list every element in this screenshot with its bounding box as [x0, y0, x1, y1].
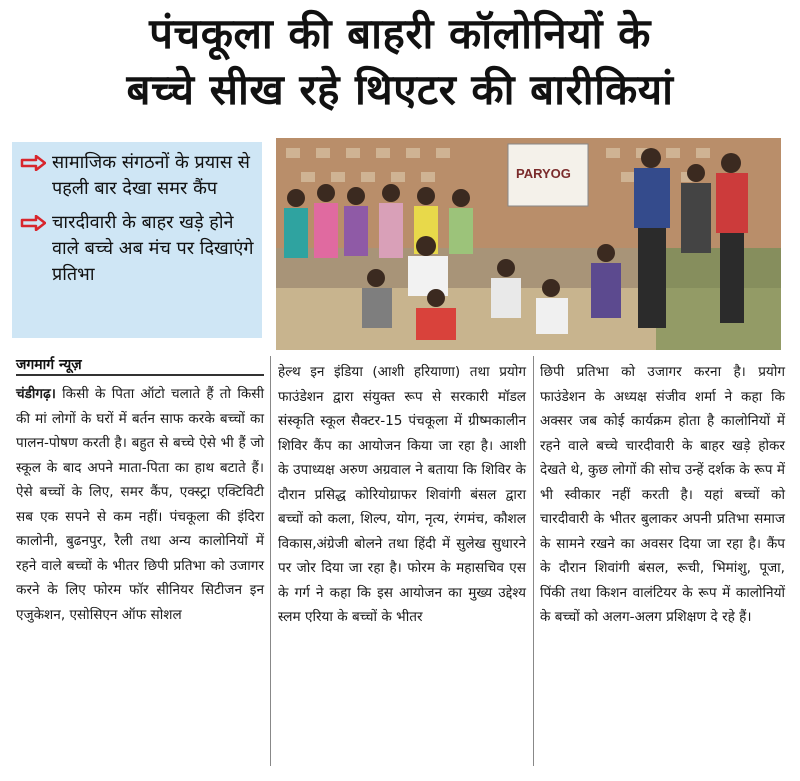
article-column-3 [540, 360, 785, 630]
photo-illustration [276, 138, 781, 350]
highlight-text: चारदीवारी के बाहर खड़े होने वाले बच्चे अब मंच पर दिखाएंगे प्रतिभा [52, 212, 254, 285]
article-column-1 [16, 382, 264, 627]
arrow-right-icon [20, 155, 46, 171]
headline-line-2: बच्चे सीख रहे थिएटर की बारीकियां [126, 65, 674, 114]
highlight-item [20, 150, 254, 202]
byline-rule [16, 374, 264, 376]
arrow-right-icon [20, 215, 46, 231]
highlight-item [20, 210, 254, 288]
column-divider [270, 356, 271, 766]
highlights-box [12, 142, 262, 338]
headline [0, 6, 800, 118]
article-text-col-2: हेल्थ इन इंडिया (आशी हरियाणा) तथा प्रयोग फाउंडेशन द्वारा संयुक्त रूप से सरकारी मॉडल संस्कृति स्कूल सैक्टर-15 पंचकूला में ग्रीष्मकालीन शिविर कैंप का आयोजन किया जा रहा है। आशी के उपाध्यक्ष अरुण अग्रवाल ने बताया कि शिविर के दौरान प्रसिद्ध कोरियोग्राफर शिवांगी बंसल द्वारा बच्चों को कला, शिल्प, योग, नृत्य, रंगमंच, कौशल विकास,अंग्रेजी बोलने तथा हिंदी में सुलेख सुधारने पर जोर दिया जा रहा है। फोरम के महासचिव एस के गर्ग ने कहा कि इस आयोजन का मुख्य उद्देश्य स्लम एरिया के बच्चों के भीतर [278, 364, 526, 625]
byline: जगमार्ग न्यूज़ [16, 357, 82, 373]
banner-text: PARYOG [516, 166, 571, 181]
column-divider [533, 356, 534, 766]
article-column-2 [278, 360, 526, 630]
dateline: चंडीगढ़। [16, 386, 56, 402]
headline-line-1: पंचकूला की बाहरी कॉलोनियों के [149, 9, 651, 58]
article-text-col-1: किसी के पिता ऑटो चलाते हैं तो किसी की मां लोगों के घरों में बर्तन साफ करके बच्चों का पालन-पोषण करती है। बहुत से बच्चे ऐसे भी हैं जो स्कूल के बाद अपने माता-पिता का हाथ बटाते हैं। ऐसे बच्चों के लिए, समर कैंप, एक्स्ट्रा एक्टिविटी सब एक सपने से कम नहीं। पंचकूला की इंदिरा कालोनी, बुढनपुर, रैली तथा अन्य कालोनियों में रहने वाले बच्चों के भीतर छिपी प्रतिभा को उजागर करने के लिए फोरम फॉर सीनियर सिटीजन इन एजुकेशन, एसोसिएन ऑफ सोशल [16, 386, 264, 623]
highlight-text: सामाजिक संगठनों के प्रयास से पहली बार देखा समर कैंप [52, 152, 250, 199]
news-photo [276, 138, 781, 350]
article-text-col-3: छिपी प्रतिभा को उजागर करना है। प्रयोग फाउंडेशन के अध्यक्ष संजीव शर्मा ने कहा कि अक्सर जब कोई कार्यक्रम होता है कालोनियों में रहने वाले बच्चे चारदीवारी के बाहर खड़े होकर देखते थे, कुछ लोगों की सोच उन्हें दर्शक के रूप में भी स्वीकार नहीं करती है। यहां बच्चों को चारदीवारी के भीतर बुलाकर अपनी प्रतिभा समाज के सामने रखने का अवसर दिया जा रहा है। कैंप के दौरान शिवांगी बंसल, रूची, भिमांशु, पूजा, पिंकी तथा किशन वालंटियर के रूप में कालोनियों के बच्चों को अलग-अलग प्रशिक्षण दे रहे हैं। [540, 364, 785, 625]
